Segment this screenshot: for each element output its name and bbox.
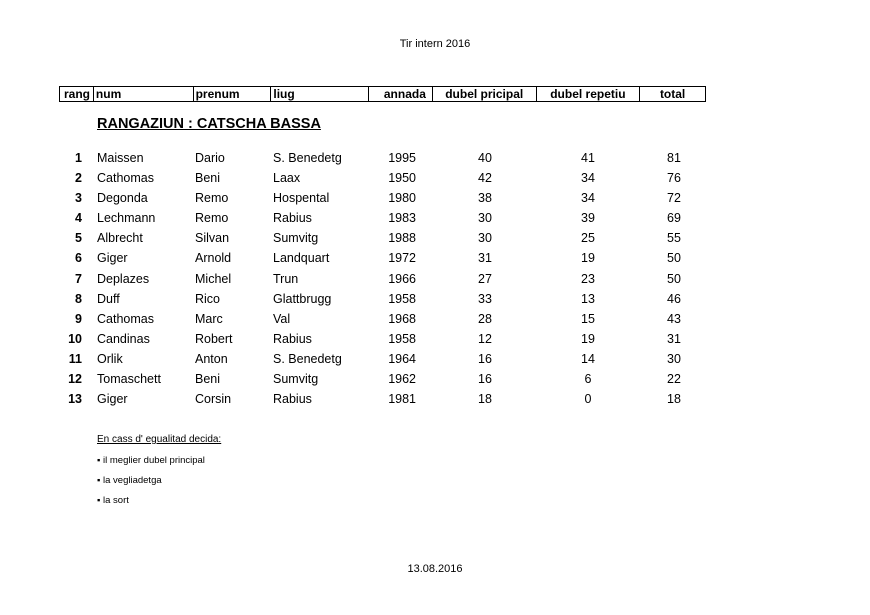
prenum-cell: Corsin [195, 392, 232, 407]
rank-cell: 3 [75, 191, 82, 206]
total-cell: 72 [667, 191, 681, 206]
annada-cell: 1972 [388, 251, 416, 266]
dubel-repetiu-cell: 14 [581, 351, 595, 366]
dubel-pricipal-cell: 16 [478, 351, 492, 366]
liug-cell: Glattbrugg [273, 291, 332, 306]
num-cell: Albrecht [97, 231, 143, 246]
total-cell: 81 [667, 151, 681, 165]
column-header-num: num [94, 87, 194, 101]
num-cell: Maissen [97, 151, 144, 165]
prenum-cell: Remo [195, 211, 229, 226]
liug-cell: Val [273, 311, 291, 326]
dubel-pricipal-cell: 30 [478, 211, 492, 226]
num-cell: Cathomas [97, 171, 154, 186]
table-row [0, 352, 870, 372]
annada-cell: 1968 [388, 311, 416, 326]
dubel-repetiu-cell: 39 [581, 211, 595, 226]
table-row [0, 392, 870, 412]
column-header-row [59, 86, 706, 102]
column-header-prenum: prenum [194, 87, 272, 101]
table-row [0, 191, 870, 211]
total-cell: 50 [667, 251, 681, 266]
dubel-repetiu-cell: 41 [581, 151, 595, 165]
dubel-pricipal-cell: 30 [478, 231, 492, 246]
column-header-rang: rang [60, 87, 94, 101]
column-header-dubel-pricipal: dubel pricipal [433, 87, 537, 101]
dubel-pricipal-cell: 33 [478, 291, 492, 306]
prenum-cell: Beni [195, 372, 221, 387]
num-cell: Giger [97, 392, 128, 407]
liug-cell: Sumvitg [273, 372, 319, 387]
table-row [0, 171, 870, 191]
num-cell: Giger [97, 251, 128, 266]
rank-cell: 9 [75, 311, 82, 326]
table-row [0, 312, 870, 332]
column-header-dubel-repetiu: dubel repetiu [537, 87, 641, 101]
total-cell: 22 [667, 372, 681, 387]
column-header-annada: annada [369, 87, 433, 101]
annada-cell: 1958 [388, 331, 416, 346]
column-header-liug: liug [271, 87, 369, 101]
dubel-repetiu-cell: 19 [581, 331, 595, 346]
rank-cell: 4 [75, 211, 82, 226]
column-header-total: total [659, 87, 686, 101]
table-row [0, 292, 870, 312]
dubel-pricipal-cell: 28 [478, 311, 492, 326]
prenum-cell: Rico [195, 291, 221, 306]
document-title: Tir intern 2016 [399, 38, 471, 50]
rank-cell: 8 [75, 291, 82, 306]
annada-cell: 1950 [388, 171, 416, 186]
table-row [0, 332, 870, 352]
total-cell: 50 [667, 271, 681, 286]
liug-cell: Rabius [273, 331, 312, 346]
rank-cell: 6 [75, 251, 82, 266]
annada-cell: 1964 [388, 351, 416, 366]
liug-cell: Rabius [273, 211, 312, 226]
rank-cell: 7 [75, 271, 82, 286]
section-title: RANGAZIUN : CATSCHA BASSA [97, 116, 321, 132]
rank-cell: 10 [68, 331, 82, 346]
tiebreak-heading: En cass d' egualitad decida: [97, 434, 222, 445]
rank-cell: 5 [75, 231, 82, 246]
annada-cell: 1988 [388, 231, 416, 246]
num-cell: Orlik [97, 351, 123, 366]
dubel-repetiu-cell: 34 [581, 171, 595, 186]
dubel-repetiu-cell: 25 [581, 231, 595, 246]
dubel-repetiu-cell: 19 [581, 251, 595, 266]
dubel-pricipal-cell: 40 [478, 151, 492, 165]
num-cell: Lechmann [97, 211, 156, 226]
dubel-repetiu-cell: 13 [581, 291, 595, 306]
prenum-cell: Remo [195, 191, 229, 206]
total-cell: 43 [667, 311, 681, 326]
dubel-pricipal-cell: 38 [478, 191, 492, 206]
rank-cell: 1 [75, 151, 82, 165]
annada-cell: 1962 [388, 372, 416, 387]
dubel-pricipal-cell: 16 [478, 372, 492, 387]
table-row [0, 211, 870, 231]
annada-cell: 1981 [388, 392, 416, 407]
dubel-pricipal-cell: 18 [478, 392, 492, 407]
num-cell: Degonda [97, 191, 148, 206]
prenum-cell: Dario [195, 151, 225, 165]
liug-cell: Rabius [273, 392, 312, 407]
rank-cell: 12 [68, 372, 82, 387]
dubel-repetiu-cell: 15 [581, 311, 595, 326]
total-cell: 31 [667, 331, 681, 346]
tiebreak-rules [97, 434, 221, 515]
liug-cell: S. Benedetg [273, 351, 342, 366]
prenum-cell: Arnold [195, 251, 232, 266]
liug-cell: Landquart [273, 251, 330, 266]
tiebreak-item: ▪ la vegliadetga [97, 475, 162, 486]
prenum-cell: Anton [195, 351, 228, 366]
total-cell: 69 [667, 211, 681, 226]
ranking-table [0, 151, 870, 412]
tiebreak-item: ▪ il meglier dubel principal [97, 455, 205, 466]
rank-cell: 11 [68, 351, 82, 366]
annada-cell: 1958 [388, 291, 416, 306]
table-row [0, 231, 870, 251]
total-cell: 46 [667, 291, 681, 306]
table-row [0, 272, 870, 292]
table-row [0, 372, 870, 392]
total-cell: 55 [667, 231, 681, 246]
total-cell: 76 [667, 171, 681, 186]
liug-cell: S. Benedetg [273, 151, 342, 165]
num-cell: Cathomas [97, 311, 154, 326]
table-row [0, 151, 870, 171]
num-cell: Candinas [97, 331, 150, 346]
footer-date: 13.08.2016 [407, 563, 463, 575]
liug-cell: Trun [273, 271, 299, 286]
dubel-repetiu-cell: 23 [581, 271, 595, 286]
prenum-cell: Michel [195, 271, 232, 286]
total-cell: 18 [667, 392, 681, 407]
rank-cell: 2 [75, 171, 82, 186]
num-cell: Deplazes [97, 271, 150, 286]
annada-cell: 1966 [388, 271, 416, 286]
dubel-repetiu-cell: 6 [584, 372, 592, 387]
table-row [0, 251, 870, 271]
dubel-pricipal-cell: 12 [478, 331, 492, 346]
total-cell: 30 [667, 351, 681, 366]
prenum-cell: Robert [195, 331, 233, 346]
dubel-repetiu-cell: 34 [581, 191, 595, 206]
annada-cell: 1983 [388, 211, 416, 226]
dubel-pricipal-cell: 42 [478, 171, 492, 186]
annada-cell: 1980 [388, 191, 416, 206]
rank-cell: 13 [68, 392, 82, 407]
liug-cell: Laax [273, 171, 301, 186]
prenum-cell: Marc [195, 311, 223, 326]
num-cell: Tomaschett [97, 372, 161, 387]
dubel-repetiu-cell: 0 [584, 392, 592, 407]
liug-cell: Hospental [273, 191, 330, 206]
dubel-pricipal-cell: 27 [478, 271, 492, 286]
tiebreak-item: ▪ la sort [97, 495, 129, 506]
annada-cell: 1995 [388, 151, 416, 165]
num-cell: Duff [97, 291, 120, 306]
prenum-cell: Silvan [195, 231, 230, 246]
prenum-cell: Beni [195, 171, 221, 186]
liug-cell: Sumvitg [273, 231, 319, 246]
dubel-pricipal-cell: 31 [478, 251, 492, 266]
